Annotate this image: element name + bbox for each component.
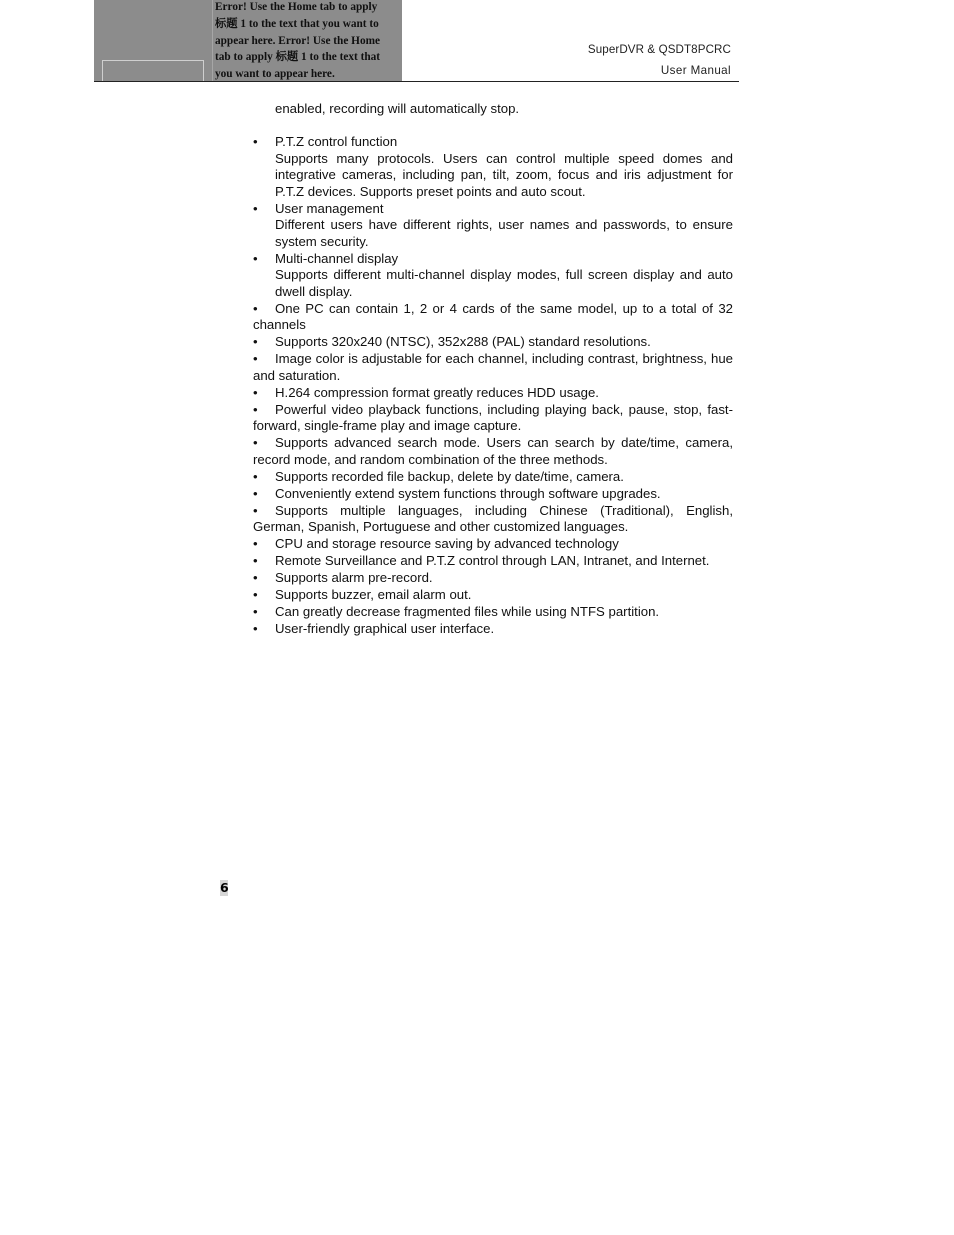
feature-text: CPU and storage resource saving by advanced technology: [275, 536, 619, 551]
bullet-icon: •: [253, 334, 258, 349]
feature-text: Supports alarm pre-record.: [275, 570, 433, 585]
feature-item: [253, 251, 733, 301]
feature-text: Conveniently extend system functions through software upgrades.: [275, 485, 661, 501]
feature-item: [253, 486, 733, 503]
feature-description: Supports different multi-channel display modes, full screen display and auto dwell display.: [275, 267, 733, 299]
feature-item: [253, 402, 733, 435]
feature-item: [253, 503, 733, 536]
bullet-icon: •: [253, 536, 258, 551]
bullet-icon: •: [253, 570, 258, 585]
feature-item: [253, 334, 733, 351]
feature-item: [253, 587, 733, 604]
feature-item: [253, 301, 733, 334]
feature-item: [253, 604, 733, 621]
header-product-name: SuperDVR & QSDT8PCRC: [587, 43, 731, 56]
header-error-line: Error! Use the Home tab to apply: [215, 1, 378, 13]
bullet-icon: •: [253, 134, 258, 149]
feature-description: Supports many protocols. Users can control multiple speed domes and integrative cameras, including pan, tilt, zoom, focus and iris adjustment for P.T.Z devices. Supports preset points and auto scout.: [275, 150, 733, 199]
bullet-icon: •: [253, 621, 258, 636]
continuation-text: enabled, recording will automatically stop.: [275, 101, 520, 116]
header-error-line: 标题 1 to the text that you want to: [215, 17, 379, 30]
bullet-icon: •: [253, 435, 258, 450]
feature-title: Multi-channel display: [275, 250, 399, 266]
feature-text: Can greatly decrease fragmented files while using NTFS partition.: [275, 604, 660, 619]
feature-item: [253, 201, 733, 251]
bullet-icon: •: [253, 604, 258, 619]
feature-text: User-friendly graphical user interface.: [275, 621, 495, 636]
header-error-line: appear here. Error! Use the Home: [215, 34, 381, 47]
header-decorative-box: [102, 60, 204, 81]
bullet-icon: •: [253, 200, 258, 216]
feature-text: Powerful video playback functions, including playing back, pause, stop, fast-forward, single-frame play and image capture.: [253, 401, 733, 433]
header-error-line: tab to apply 标题 1 to the text that: [215, 51, 381, 64]
bullet-icon: •: [253, 351, 258, 366]
feature-item: [253, 385, 733, 402]
header-error-text: [215, 0, 397, 83]
feature-item: [253, 621, 733, 638]
bullet-icon: •: [253, 502, 258, 518]
feature-list: [253, 101, 733, 638]
bullet-icon: •: [253, 485, 258, 501]
feature-item: [253, 134, 733, 200]
feature-text: H.264 compression format greatly reduces HDD usage.: [275, 384, 599, 400]
feature-text: One PC can contain 1, 2 or 4 cards of the same model, up to a total of 32 channels: [253, 300, 733, 332]
bullet-icon: •: [253, 587, 258, 602]
feature-item: [253, 351, 733, 384]
feature-text: Remote Surveillance and P.T.Z control through LAN, Intranet, and Internet.: [275, 553, 710, 568]
feature-title: P.T.Z control function: [275, 134, 398, 149]
feature-text: Supports 320x240 (NTSC), 352x288 (PAL) standard resolutions.: [275, 334, 651, 349]
bullet-icon: •: [253, 468, 258, 484]
bullet-icon: •: [253, 401, 258, 417]
feature-description: Different users have different rights, user names and passwords, to ensure system security.: [275, 217, 733, 249]
feature-text: Supports multiple languages, including Chinese (Traditional), English, German, Spanish, Portuguese and other customized languages.: [253, 502, 733, 534]
bullet-icon: •: [253, 553, 258, 568]
feature-item: [253, 536, 733, 553]
header-error-line: you want to appear here.: [215, 68, 335, 81]
feature-text: Supports recorded file backup, delete by date/time, camera.: [275, 468, 624, 484]
feature-text: Supports buzzer, email alarm out.: [275, 587, 472, 602]
feature-text: Supports advanced search mode. Users can search by date/time, camera, record mode, and random combination of the three methods.: [253, 435, 733, 467]
feature-item: [253, 469, 733, 486]
header-divider: [212, 0, 213, 81]
feature-item: [253, 570, 733, 587]
feature-text: Image color is adjustable for each channel, including contrast, brightness, hue and saturation.: [253, 351, 733, 383]
header-rule: [94, 81, 739, 82]
feature-item: [253, 435, 733, 468]
page-number: 6: [220, 880, 229, 895]
bullet-icon: •: [253, 384, 258, 400]
feature-title: User management: [275, 200, 384, 216]
bullet-icon: •: [253, 300, 258, 316]
header-manual-label: User Manual: [660, 64, 731, 77]
feature-item: [253, 553, 733, 570]
bullet-icon: •: [253, 250, 258, 266]
